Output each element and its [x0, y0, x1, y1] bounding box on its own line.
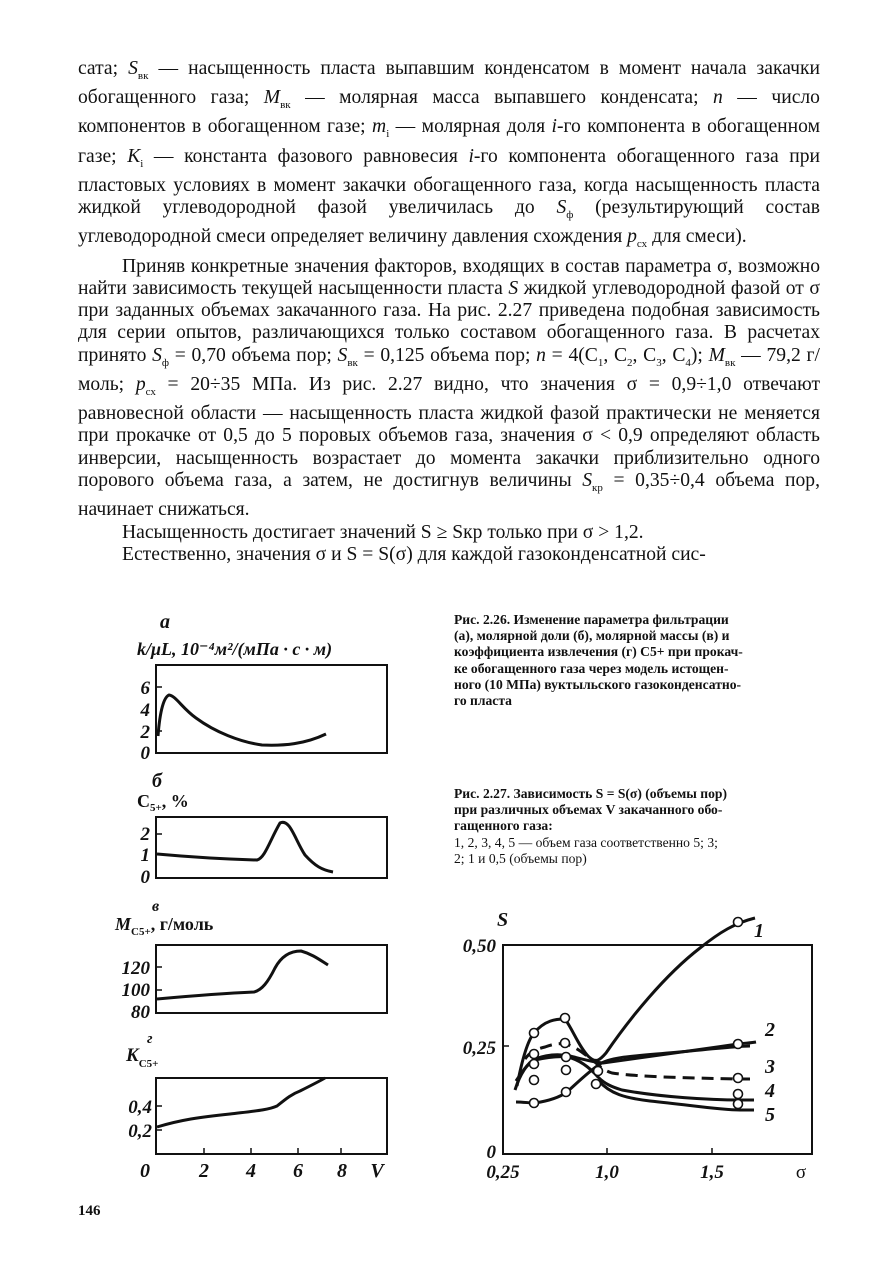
caption-line: ного (10 МПа) вуктыльского газоконденсатно- — [454, 676, 742, 692]
s-xticks — [486, 1162, 806, 1183]
svg-text:2: 2 — [140, 722, 150, 743]
svg-text:4: 4 — [140, 700, 150, 721]
panel-b-yticks — [140, 824, 151, 888]
panel-v-ylabel: $M_{C5+}$, г/моль — [115, 914, 214, 938]
paragraph-4: Естественно, значения σ и S = S(σ) для каждой газоконденсатной сис- — [122, 543, 706, 565]
svg-text:1: 1 — [754, 920, 764, 942]
panel-label-v: в — [152, 898, 160, 915]
caption-line: гащенного газа: — [454, 818, 553, 834]
svg-text:0,4: 0,4 — [128, 1097, 152, 1118]
panel-label-g: г — [147, 1031, 153, 1047]
panel-v-frame — [156, 945, 387, 1013]
panel-g-curve — [157, 1078, 325, 1127]
page-number: 146 — [78, 1203, 101, 1219]
panel-a-ylabel: k/μL, 10⁻⁴м²/(мПа · с · м) — [137, 639, 333, 659]
panel-a-yticks — [140, 678, 151, 764]
svg-text:0: 0 — [140, 1160, 150, 1182]
paragraph-3: Насыщенность достигает значений S ≥ Sкр только при σ > 1,2. — [122, 521, 644, 543]
panel-g-frame — [156, 1078, 387, 1154]
svg-text:0: 0 — [140, 743, 150, 764]
caption-line: при различных объемах V закачанного обо- — [454, 802, 723, 818]
svg-text:V: V — [370, 1160, 384, 1182]
panel-g-ylabel: $K_{C5+}$ — [126, 1045, 159, 1070]
svg-text:1,5: 1,5 — [700, 1162, 724, 1183]
panel-a-curve — [158, 695, 326, 745]
panel-a-frame — [156, 665, 387, 753]
caption-line: го пласта — [454, 693, 512, 709]
svg-text:8: 8 — [337, 1160, 347, 1182]
svg-text:4: 4 — [246, 1160, 256, 1182]
svg-text:0,25: 0,25 — [486, 1162, 520, 1183]
svg-text:2: 2 — [140, 824, 150, 845]
s-curve-5-tail — [598, 1080, 754, 1110]
panel-v-curve — [157, 951, 328, 999]
svg-text:2: 2 — [765, 1019, 775, 1041]
panel-g-xticks — [140, 1160, 385, 1182]
s-curve-1 — [517, 918, 755, 1086]
caption-line: коэффициента извлечения (г) C5+ при прокач- — [454, 644, 743, 660]
svg-text:0,50: 0,50 — [462, 936, 496, 957]
s-curve-4 — [516, 1057, 754, 1100]
svg-text:6: 6 — [140, 678, 150, 699]
svg-text:120: 120 — [121, 958, 150, 979]
paragraph-1: сата; $S_{вк}$ — насыщенность пласта выпавшим конденсатом в момент начала закачки обогащенного газа; $M_{вк}$ — молярная масса выпавшего конденсата; n — число компонентов в обогащенном газе; $m_i$ — молярная доля i-го компонента в обогащенном газе; $K_i$ — константа фазового равновесия i-го компонента обогащенного газа при пластовых условиях в момент закачки обогащенного газа, когда насыщенность пласта жидкой углеводородной фазой увеличилась до $S_ф$ (результирующий состав углеводородной смеси определяет величину давления схождения $p_{сх}$ для смеси). — [78, 58, 820, 251]
figure-2-27 — [463, 909, 812, 1183]
svg-text:0: 0 — [140, 867, 150, 888]
s-yticks — [463, 936, 497, 1163]
caption-legend-line: 1, 2, 3, 4, 5 — объем газа соответственно 5; 3; — [454, 834, 718, 850]
svg-text:σ: σ — [795, 1162, 807, 1183]
caption-legend-line: 2; 1 и 0,5 (объемы пор) — [454, 850, 587, 866]
svg-text:100: 100 — [121, 980, 150, 1001]
svg-text:0,25: 0,25 — [462, 1038, 496, 1059]
panel-v-yticks — [122, 958, 151, 1023]
panel-g-yticks — [128, 1097, 152, 1142]
svg-text:4: 4 — [765, 1080, 775, 1102]
caption-line: ке обогащенного газа через модель истощен- — [454, 660, 729, 676]
svg-text:1: 1 — [140, 845, 150, 866]
panel-label-a: а — [160, 611, 170, 633]
svg-text:80: 80 — [131, 1002, 150, 1023]
panel-b-ylabel: $C_{5+}$, % — [137, 791, 189, 814]
s-axis-label: S — [497, 909, 509, 931]
panel-b-frame — [156, 817, 387, 878]
caption-line: Рис. 2.26. Изменение параметра фильтрации — [454, 612, 729, 627]
svg-text:0,2: 0,2 — [128, 1121, 152, 1142]
svg-text:5: 5 — [765, 1104, 775, 1126]
body-line-1: сата; $S_{вк}$ — насыщенность пласта выпавшим конденсатом в момент начала — [78, 58, 747, 82]
panel-label-b: б — [152, 770, 162, 792]
svg-text:2: 2 — [199, 1160, 209, 1182]
svg-text:3: 3 — [765, 1056, 775, 1078]
caption-line: Рис. 2.27. Зависимость S = S(σ) (объемы пор) — [454, 786, 727, 801]
s-series-labels — [754, 920, 775, 1126]
caption-line: (а), молярной доли (б), молярной массы (в) и — [454, 628, 730, 644]
panel-b-curve — [157, 822, 333, 872]
svg-text:1,0: 1,0 — [595, 1162, 619, 1183]
svg-text:6: 6 — [293, 1160, 303, 1182]
paragraph-2: Приняв конкретные значения факторов, входящих в состав параметра σ, возможно найти зависимость текущей насыщенности пласта S жидкой углеводородной фазой от σ при заданных объемах закачанного газа. На рис. 2.27 приведена подобная зависимость для серии опытов, различающихся только составом обогащенного газа. В расчетах принято $S_ф = 0,70$ объема пор; $S_{вк} = 0,125$ объема пор; $n = 4(C_1$, $C_2$, $C_3$, $C_4$); $M_{вк}$ — 79,2 г/моль; $p_{сх} = 20\div 35$ МПа. Из рис. 2.27 видно, что значения σ = 0,9÷1,0 отвечают равновесной области — насыщенность пласта жидкой фазой практически не меняется при прокачке от 0,5 до 5 поровых объемов газа, значения σ < 0,9 определяют область инверсии, насыщенность возрастает до момента закачки приблизительно одного порового объема газа, а затем, не достигнув величины $S_{кр} = 0,35\div 0,4$ объема пор, начинает снижаться. — [78, 255, 821, 521]
svg-text:0: 0 — [486, 1142, 496, 1163]
